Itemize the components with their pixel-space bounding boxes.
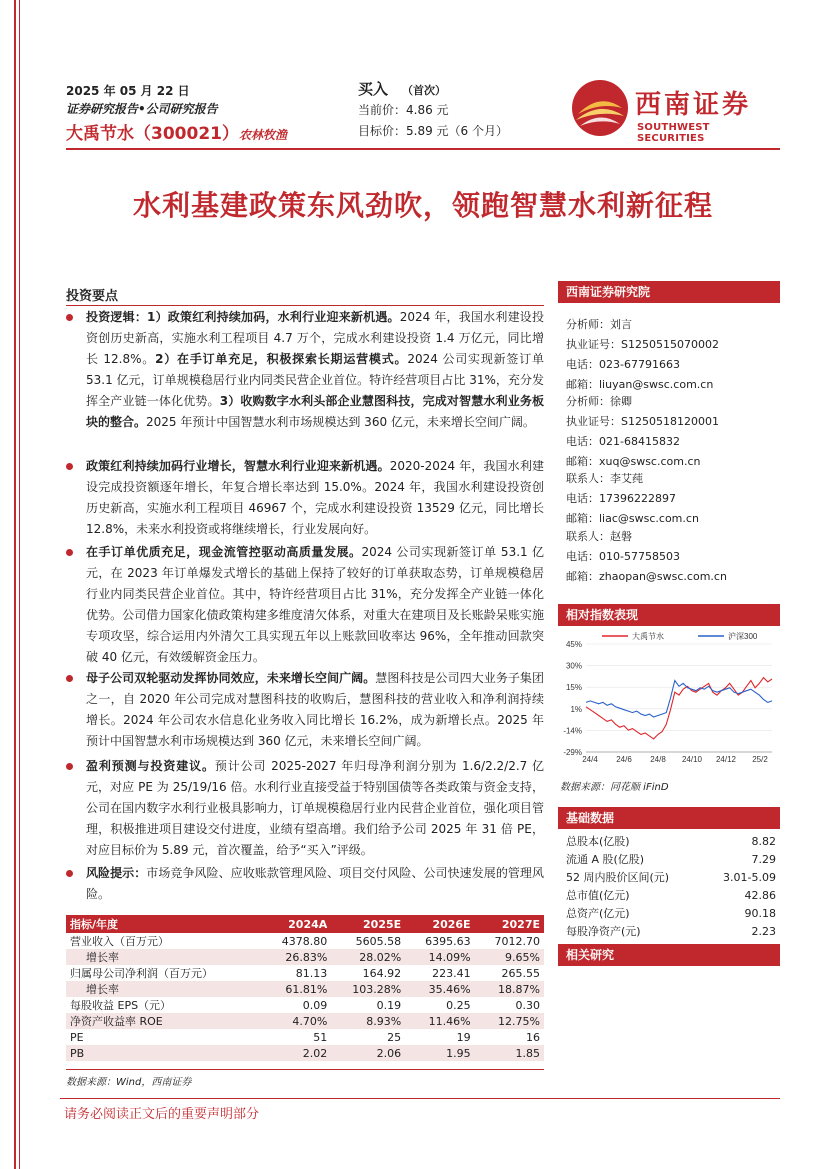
paragraph-logic (66, 307, 544, 433)
chart-y-tick-label: 1% (570, 704, 582, 714)
bullet-icon (66, 463, 73, 470)
section-divider (66, 305, 544, 306)
bullet-icon (66, 675, 73, 682)
chart-legend-label: 沪深300 (728, 632, 758, 641)
basic-data-value: 42.86 (744, 889, 776, 902)
institute-header: 西南证券研究院 (558, 281, 780, 303)
table-cell: 1.85 (475, 1045, 544, 1061)
chart-y-tick-label: -14% (563, 726, 582, 736)
section-title: 投资要点 (66, 289, 119, 304)
left-border-thin (19, 0, 20, 1169)
table-cell: 2.06 (331, 1045, 405, 1061)
table-cell: 4.70% (262, 1013, 331, 1029)
table-header-cell: 指标/年度 (66, 915, 262, 933)
bullet-icon (66, 549, 73, 556)
table-cell: 净资产收益率 ROE (66, 1013, 262, 1029)
report-type: 证券研究报告•公司研究报告 (66, 102, 218, 116)
table-cell: 营业收入（百万元） (70, 935, 169, 948)
basic-data-label: 总市值(亿元) (566, 889, 630, 902)
table-row (66, 933, 544, 949)
paragraph-text: 政策红利持续加码行业增长，智慧水利行业迎来新机遇。2020-2024 年，我国水利建设完成投资额逐年增长，年复合增长率达到 15.0%。2024 年，我国水利建设投资创历史新高，实施水利工程项目 46967 个，完成水利建设投资 13529 亿元，同比增长 12.8%，未来水利投资或将继续增长，行业发展向好。 (86, 459, 544, 536)
paragraph-synergy (66, 668, 544, 752)
table-row (66, 1029, 544, 1045)
contact-phone: 电话：17396222897 (566, 492, 676, 505)
chart-x-tick-label: 25/2 (752, 755, 768, 764)
table-row (66, 981, 544, 997)
table-header-cell: 2027E (475, 915, 544, 933)
contact-email: 邮箱：liac@swsc.com.cn (566, 512, 699, 525)
table-cell: 归属母公司净利润（百万元） (70, 967, 213, 980)
table-cell: 4378.80 (281, 934, 328, 948)
table-cell: 5605.58 (355, 934, 402, 948)
table-cell: 25 (387, 1030, 402, 1044)
contact-email: 邮箱：zhaopan@swsc.com.cn (566, 570, 727, 583)
basic-data-label: 每股净资产(元) (566, 925, 641, 938)
table-cell: 35.46% (405, 981, 474, 997)
table-cell: 0.19 (376, 998, 402, 1012)
left-border-thick (14, 0, 16, 1169)
footer-disclaimer: 请务必阅读正文后的重要声明部分 (64, 1107, 260, 1122)
table-header-row (66, 915, 544, 933)
chart-source: 数据来源：同花顺 iFinD (560, 782, 669, 793)
analyst-name: 分析师：徐卿 (566, 395, 632, 408)
table-cell: 51 (313, 1030, 328, 1044)
chart-y-tick-label: 15% (565, 683, 582, 693)
logo-emblem-icon (570, 78, 630, 138)
table-cell: 28.02% (331, 949, 405, 965)
table-cell: 9.65% (475, 949, 544, 965)
bullet-icon (66, 314, 73, 321)
related-research-header: 相关研究 (558, 944, 780, 966)
analyst-license: 执业证号：S1250518120001 (566, 415, 719, 428)
table-cell: 16 (526, 1030, 540, 1044)
analyst-email: 邮箱：xuq@swsc.com.cn (566, 455, 701, 468)
table-cell: PB (66, 1045, 262, 1061)
company-name: 大禹节水（300021） (66, 124, 239, 144)
report-date: 2025 年 05 月 22 日 (66, 84, 190, 98)
analyst-email: 邮箱：liuyan@swsc.com.cn (566, 378, 714, 391)
chart-y-tick-label: 30% (565, 661, 582, 671)
company-logo (570, 78, 780, 144)
table-cell: 26.83% (262, 949, 331, 965)
basic-data-value: 8.82 (751, 835, 776, 848)
table-cell: 164.92 (362, 966, 402, 980)
logo-name-cn: 西南证券 (635, 90, 752, 120)
basic-data-row (566, 887, 776, 905)
table-cell: 19 (456, 1030, 471, 1044)
footer-divider (60, 1098, 780, 1099)
chart-x-tick-label: 24/4 (582, 755, 598, 764)
chart-series-line (586, 681, 772, 718)
chart-y-tick-label: 45% (565, 640, 582, 649)
basic-data-value: 2.23 (751, 925, 776, 938)
analyst-license: 执业证号：S1250515070002 (566, 338, 719, 351)
table-cell: 11.46% (405, 1013, 474, 1029)
table-row (66, 965, 544, 981)
table-cell: 增长率 (66, 981, 262, 997)
paragraph-forecast (66, 756, 544, 861)
current-price: 当前价：4.86 元 (358, 103, 449, 117)
table-cell: 103.28% (331, 981, 405, 997)
analyst-phone: 电话：021-68415832 (566, 435, 680, 448)
table-bottom-rule (66, 1069, 544, 1070)
chart-x-tick-label: 24/12 (715, 755, 737, 764)
table-row (66, 1013, 544, 1029)
chart-x-tick-label: 24/6 (616, 755, 632, 764)
basic-data-value: 90.18 (744, 907, 776, 920)
basic-data-value: 7.29 (751, 853, 776, 866)
table-header-cell: 2024A (262, 915, 331, 933)
table-cell: 每股收益 EPS（元） (70, 999, 172, 1012)
basic-data-row (566, 923, 776, 941)
basic-data-value: 3.01-5.09 (723, 871, 776, 884)
basic-data-row (566, 905, 776, 923)
header-divider (66, 148, 780, 150)
contact-block (566, 469, 776, 529)
chart-legend-label: 大禹节水 (632, 632, 664, 641)
table-cell: PE (70, 1030, 84, 1044)
table-cell: 6395.63 (425, 934, 471, 948)
basic-data-row (566, 833, 776, 851)
chart-header: 相对指数表现 (558, 604, 780, 626)
paragraph-text: 投资逻辑：1）政策红利持续加码，水利行业迎来新机遇。2024 年，我国水利建设投资创历史新高，实施水利工程项目 4.7 万个，完成水利建设投资 1.4 万亿元，同比增长 12.8%。2）在手订单充足，积极探索长期运营模式。2024 公司实现新签订单 53.1 亿元，订单规模稳居行业内同类民营企业首位。特许经营项目占比 31%，充分发挥全产业链一体化优势。3）收购数字水利头部企业慧图科技，完成对智慧水利业务板块的整合。2025 年预计中国智慧水利市场规模达到 360 亿元，未来增长空间广阔。 (86, 310, 545, 429)
table-cell: 1.95 (405, 1045, 474, 1061)
paragraph-policy (66, 456, 544, 540)
paragraph-risk (66, 863, 544, 905)
company-line (66, 119, 287, 144)
basic-data-header: 基础数据 (558, 807, 780, 829)
bullet-icon (66, 870, 73, 877)
target-price: 目标价：5.89 元（6 个月） (358, 124, 508, 138)
report-title: 水利基建政策东风劲吹，领跑智慧水利新征程 (132, 189, 713, 222)
table-row (66, 949, 544, 965)
table-cell: 18.87% (475, 981, 544, 997)
paragraph-text: 母子公司双轮驱动发挥协同效应，未来增长空间广阔。慧图科技是公司四大业务子集团之一，自 2020 年公司完成对慧图科技的收购后，慧图科技的营业收入和净利润持续增长。2024 年公司农水信息化业务收入同比增长 16.2%，成为新增长点。2025 年预计中国智慧水利市场规模达到 360 亿元，未来增长空间广阔。 (86, 671, 544, 748)
table-cell: 61.81% (262, 981, 331, 997)
table-cell: 0.30 (515, 998, 540, 1012)
table-row (66, 997, 544, 1013)
paragraph-text: 在手订单优质充足，现金流管控驱动高质量发展。2024 公司实现新签订单 53.1 亿元，在 2023 年订单爆发式增长的基础上保持了较好的订单获取态势，订单规模稳居行业内同类民营企业首位。其中，特许经营项目占比 31%，充分发挥全产业链一体化优势。公司借力国家化债政策构建多维度清欠体系，对重大在建项目及长账龄呆账实施专项攻坚，综合运用内外清欠工具实现五年以上账款回收率达 96%，全年推动回款突破 40 亿元，有效缓解资金压力。 (86, 545, 544, 664)
contact-name: 联系人：赵磐 (566, 530, 632, 543)
table-cell: 265.55 (501, 966, 540, 980)
table-header-cell: 2025E (331, 915, 405, 933)
rating-line (358, 78, 446, 99)
logo-name-en: SOUTHWEST SECURITIES (637, 122, 710, 144)
table-source: 数据来源：Wind，西南证券 (66, 1077, 192, 1088)
basic-data-label: 52 周内股价区间(元) (566, 871, 670, 884)
chart-x-tick-label: 24/10 (681, 755, 703, 764)
chart-x-tick-label: 24/8 (650, 755, 666, 764)
paragraph-text: 盈利预测与投资建议。预计公司 2025-2027 年归母净利润分别为 1.6/2.2/2.7 亿元，对应 PE 为 25/19/16 倍。水利行业直接受益于特别国债等各类政策与资金支持，公司在国内数字水利行业极具影响力，订单规模稳居行业内民营企业首位，强化项目管理，积极推进项目建设交付进度，业绩有望高增。我们给予公司 2025 年 31 倍 PE，对应目标价为 5.89 元，首次覆盖，给予“买入”评级。 (86, 759, 544, 857)
table-cell: 0.09 (302, 998, 328, 1012)
table-cell: 增长率 (66, 949, 262, 965)
basic-data-label: 流通 A 股(亿股) (566, 853, 645, 866)
table-cell: 2.02 (262, 1045, 331, 1061)
table-cell: 223.41 (432, 966, 471, 980)
table-cell: 8.93% (331, 1013, 405, 1029)
basic-data-row (566, 851, 776, 869)
table-cell: 0.25 (446, 998, 471, 1012)
financial-table (66, 915, 544, 1061)
relative-performance-chart (558, 630, 780, 775)
chart-y-tick-label: -29% (563, 748, 582, 757)
basic-data-label: 总资产(亿元) (566, 907, 630, 920)
table-cell: 81.13 (295, 966, 328, 980)
rating: 买入 (358, 80, 389, 98)
table-cell: 12.75% (475, 1013, 544, 1029)
company-sector: 农林牧渔 (238, 128, 287, 142)
rating-note: （首次） (402, 84, 447, 97)
paragraph-text: 风险提示：市场竞争风险、应收账款管理风险、项目交付风险、公司快速发展的管理风险。 (86, 866, 544, 901)
table-cell: 7012.70 (494, 934, 540, 948)
contact-block (566, 527, 776, 587)
paragraph-orders (66, 542, 544, 668)
analyst-block (566, 392, 776, 472)
table-cell: 14.09% (405, 949, 474, 965)
basic-data-label: 总股本(亿股) (566, 835, 630, 848)
analyst-name: 分析师：刘言 (566, 318, 632, 331)
table-header-cell: 2026E (405, 915, 474, 933)
analyst-phone: 电话：023-67791663 (566, 358, 680, 371)
table-row (66, 1045, 544, 1061)
analyst-block (566, 315, 776, 395)
basic-data-row (566, 869, 776, 887)
contact-name: 联系人：李艾莼 (566, 472, 643, 485)
contact-phone: 电话：010-57758503 (566, 550, 680, 563)
bullet-icon (66, 763, 73, 770)
